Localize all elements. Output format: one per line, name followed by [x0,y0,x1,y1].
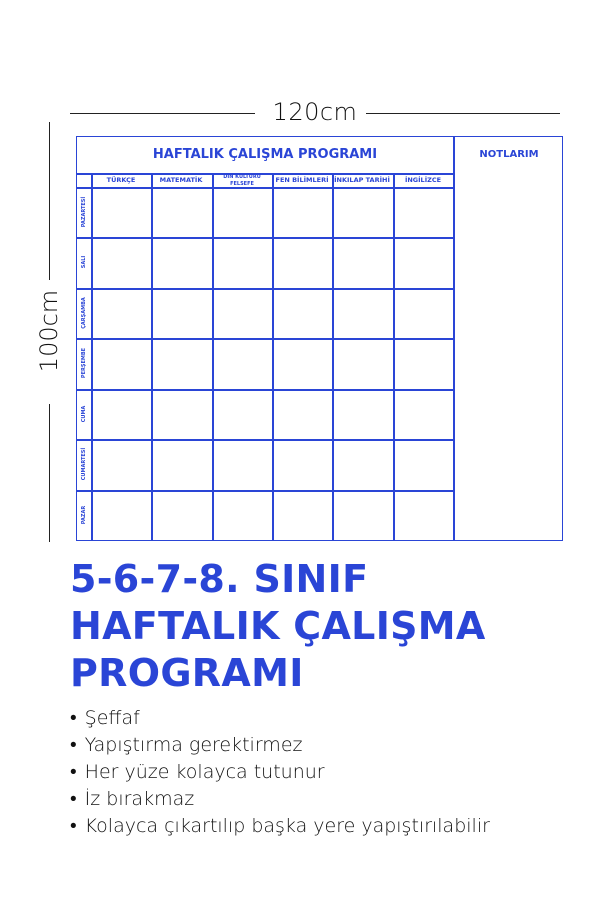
day-row-divider [77,439,454,441]
feature-item: • İz bırakmaz [70,786,490,813]
headline-line-3: PROGRAMI [70,651,304,695]
height-dimension [34,122,64,542]
day-row-divider [77,490,454,492]
height-dimension-line-bottom [49,404,50,542]
subject-header: İNKILAP TARİHİ [334,176,390,184]
feature-list [70,705,490,840]
subject-header: TÜRKÇE [106,176,136,184]
headline-line-1: 5-6-7-8. SINIF [70,557,369,601]
subject-column-divider [212,173,214,540]
subject-header: FEN BİLİMLERİ [275,176,329,184]
subject-header: DİN KÜLTÜRÜ FELSEFE [223,174,261,187]
day-label: CUMA [81,405,87,423]
subject-header: İNGİLİZCE [404,176,442,184]
day-label: CUMARTESİ [81,447,87,481]
width-dimension-label: 120cm [272,98,358,126]
day-column-divider [91,173,93,540]
height-dimension-line-top [49,122,50,280]
study-schedule-board [76,136,563,541]
subject-column-divider [332,173,334,540]
feature-item: • Kolayca çıkartılıp başka yere yapıştırılabilir [70,813,490,840]
width-dimension-line-right [366,113,560,114]
day-label: PERŞEMBE [81,347,87,379]
day-row-divider [77,237,454,239]
day-row-divider [77,389,454,391]
feature-item: • Yapıştırma gerektirmez [70,732,490,759]
product-headline [70,556,486,697]
feature-item: • Şeffaf [70,705,490,732]
subject-header: MATEMATİK [159,176,203,184]
subject-column-divider [272,173,274,540]
day-row-divider [77,288,454,290]
subject-column-divider [393,173,395,540]
notes-title: NOTLARIM [479,149,539,160]
subject-column-divider [151,173,153,540]
day-row-divider [77,338,454,340]
width-dimension [70,98,560,128]
height-dimension-label: 100cm [35,289,63,373]
day-label: PAZARTESİ [81,196,87,228]
board-title: HAFTALIK ÇALIŞMA PROGRAMI [152,147,378,162]
feature-item: • Her yüze kolayca tutunur [70,759,490,786]
day-label: SALI [81,255,87,269]
day-label: ÇARŞAMBA [81,297,87,329]
headline-line-2: HAFTALIK ÇALIŞMA [70,604,486,648]
day-label: PAZAR [81,505,87,525]
